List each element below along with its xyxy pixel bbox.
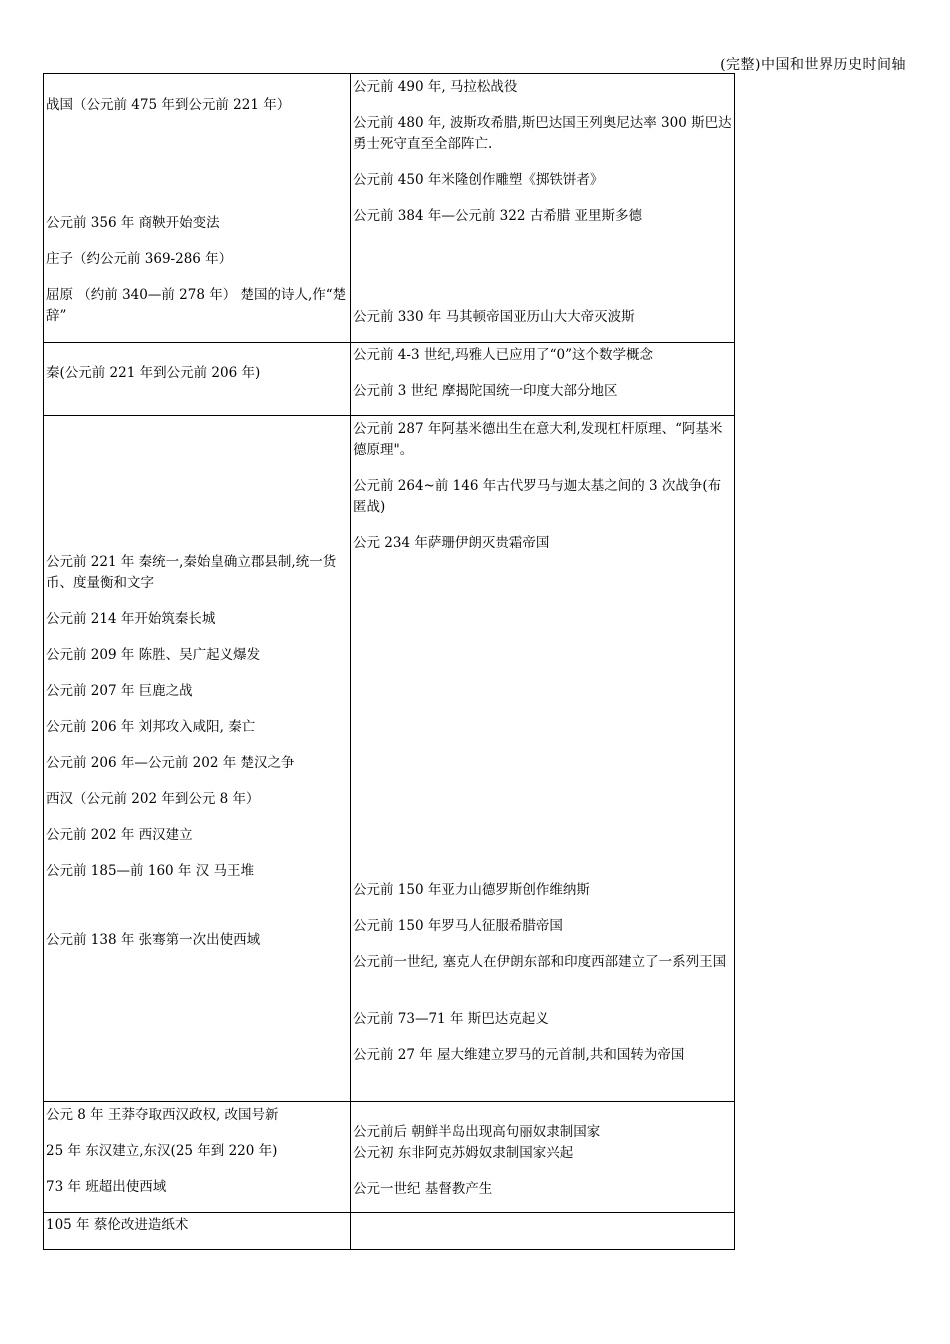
list-item: 公元前 207 年 巨鹿之战	[46, 683, 193, 699]
table-cell-china	[44, 416, 351, 1102]
table-cell-china	[44, 343, 351, 416]
list-item: 公元前 214 年开始筑秦长城	[46, 611, 216, 627]
table-cell-world	[351, 1213, 735, 1250]
list-item: 公元前 73—71 年 斯巴达克起义	[353, 1011, 549, 1027]
table-cell-world	[351, 416, 735, 1102]
table-cell-china	[44, 74, 351, 343]
table-cell-world	[351, 74, 735, 343]
list-item: 公元前 384 年—公元前 322 古希腊 亚里斯多德	[353, 208, 642, 224]
list-item: 105 年 蔡伦改进造纸术	[46, 1217, 189, 1233]
list-item: 公元前 287 年阿基米德出生在意大利,发现杠杆原理、“阿基米德原理"。	[353, 421, 723, 458]
list-item: 公元前 264~前 146 年古代罗马与迦太基之间的 3 次战争(布匿战)	[353, 478, 722, 515]
list-item: 25 年 东汉建立,东汉(25 年到 220 年)	[46, 1143, 278, 1159]
list-item: 公元 234 年萨珊伊朗灭贵霜帝国	[353, 535, 550, 551]
document-header-title: (完整)中国和世界历史时间轴	[720, 57, 906, 73]
table-row	[44, 343, 735, 416]
list-item: 公元前 138 年 张骞第一次出使西域	[46, 932, 261, 948]
list-item: 73 年 班超出使西域	[46, 1179, 167, 1195]
list-item: 公元前 356 年 商鞅开始变法	[46, 215, 220, 231]
list-item: 公元 8 年 王莽夺取西汉政权, 改国号新	[46, 1107, 279, 1123]
table-cell-world	[351, 343, 735, 416]
list-item: 屈原 （约前 340—前 278 年） 楚国的诗人,作“楚辞”	[46, 287, 347, 324]
list-item: 公元前后 朝鲜半岛出现高句丽奴隶制国家	[353, 1124, 601, 1140]
list-item: 公元前 202 年 西汉建立	[46, 827, 193, 843]
list-item: 公元前 480 年, 波斯攻希腊,斯巴达国王列奥尼达率 300 斯巴达勇士死守直至全部阵亡.	[353, 115, 732, 152]
list-item: 西汉（公元前 202 年到公元 8 年）	[46, 791, 260, 807]
list-item: 庄子（约公元前 369-286 年）	[46, 251, 233, 267]
list-item: 公元一世纪 基督教产生	[353, 1181, 493, 1197]
list-item: 秦(公元前 221 年到公元前 206 年)	[46, 365, 261, 381]
list-item: 公元初 东非阿克苏姆奴隶制国家兴起	[353, 1145, 574, 1161]
list-item: 公元前 3 世纪 摩揭陀国统一印度大部分地区	[353, 383, 618, 399]
list-item: 公元前 209 年 陈胜、吴广起义爆发	[46, 647, 261, 663]
table-row	[44, 416, 735, 1102]
list-item: 公元前 27 年 屋大维建立罗马的元首制,共和国转为帝国	[353, 1047, 685, 1063]
list-item: 公元前 206 年—公元前 202 年 楚汉之争	[46, 755, 295, 771]
list-item: 公元前 490 年, 马拉松战役	[353, 79, 518, 95]
list-item: 战国（公元前 475 年到公元前 221 年）	[46, 97, 291, 113]
list-item: 公元前一世纪, 塞克人在伊朗东部和印度西部建立了一系列王国	[353, 954, 727, 970]
table-cell-world	[351, 1102, 735, 1213]
table-row	[44, 74, 735, 343]
list-item: 公元前 450 年米隆创作雕塑《掷铁饼者》	[353, 172, 604, 188]
history-timeline-table	[43, 73, 735, 1250]
list-item: 公元前 150 年罗马人征服希腊帝国	[353, 918, 563, 934]
table-cell-china	[44, 1102, 351, 1213]
list-item: 公元前 185—前 160 年 汉 马王堆	[46, 863, 254, 879]
list-item: 公元前 206 年 刘邦攻入咸阳, 秦亡	[46, 719, 256, 735]
table-row	[44, 1213, 735, 1250]
list-item: 公元前 330 年 马其顿帝国亚历山大大帝灭波斯	[353, 309, 635, 325]
table-row	[44, 1102, 735, 1213]
table-cell-china	[44, 1213, 351, 1250]
list-item: 公元前 4-3 世纪,玛雅人已应用了“0”这个数学概念	[353, 347, 654, 363]
list-item: 公元前 221 年 秦统一,秦始皇确立郡县制,统一货币、度量衡和文字	[46, 554, 337, 591]
list-item: 公元前 150 年亚力山德罗斯创作维纳斯	[353, 882, 590, 898]
